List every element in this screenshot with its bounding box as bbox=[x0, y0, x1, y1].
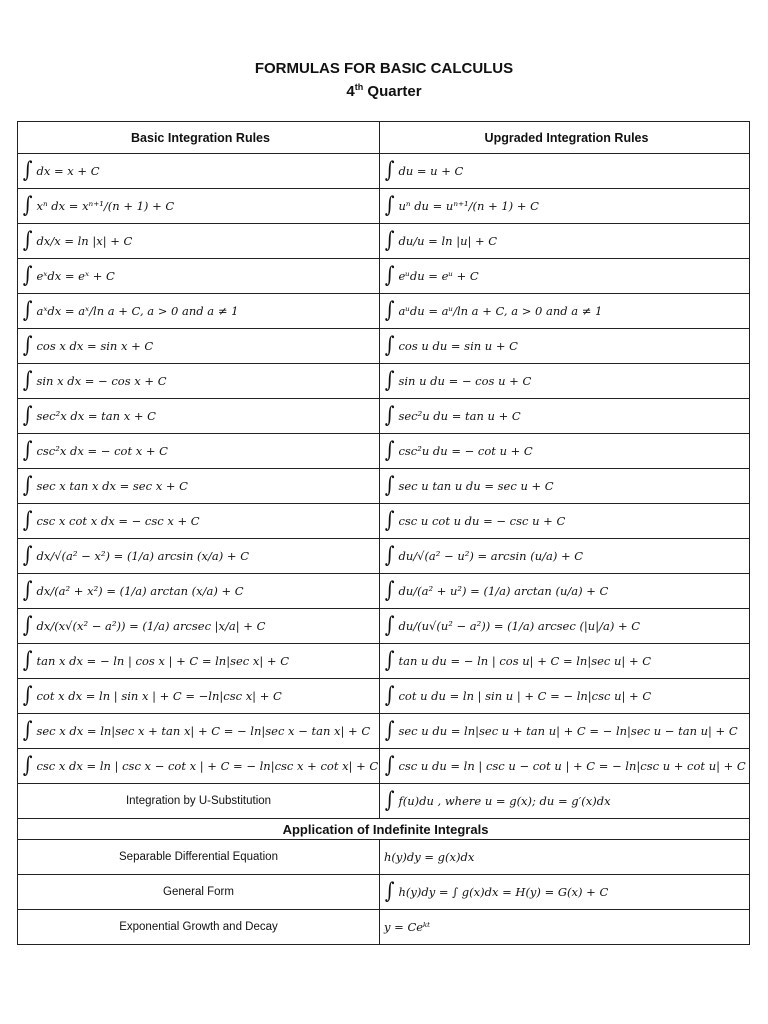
upgraded-formula: du/√(a² − u²) = arcsin (u/a) + C bbox=[398, 549, 584, 563]
integral-sign: ∫ bbox=[384, 718, 395, 743]
integral-sign: ∫ bbox=[22, 228, 33, 253]
integral-sign: ∫ bbox=[384, 473, 395, 498]
basic-formula: aˣdx = aˣ/ln a + C, a > 0 and a ≠ 1 bbox=[36, 304, 239, 318]
section-row bbox=[18, 819, 750, 840]
upgraded-formula: tan u du = − ln | cos u| + C = ln|sec u| + C bbox=[398, 654, 652, 668]
page-subtitle bbox=[0, 82, 768, 100]
basic-formula: csc²x dx = − cot x + C bbox=[36, 444, 168, 458]
section-title: Application of Indefinite Integrals bbox=[18, 819, 750, 840]
formula-row bbox=[18, 259, 750, 294]
u-substitution-formula: f(u)du , where u = g(x); du = g′(x)dx bbox=[398, 794, 611, 808]
integral-sign: ∫ bbox=[384, 158, 395, 183]
integral-sign: ∫ bbox=[384, 333, 395, 358]
formula-row bbox=[18, 224, 750, 259]
upgraded-formula: du/u = ln |u| + C bbox=[398, 234, 498, 248]
upgraded-formula: du/(u√(u² − a²)) = (1/a) arcsec (|u|/a) + C bbox=[398, 619, 641, 633]
upgraded-formula: uⁿ du = uⁿ⁺¹/(n + 1) + C bbox=[398, 199, 539, 213]
integral-sign: ∫ bbox=[22, 753, 33, 778]
upgraded-formula: sec²u du = tan u + C bbox=[398, 409, 521, 423]
quarter-number: 4 bbox=[346, 83, 355, 100]
formula-row bbox=[18, 504, 750, 539]
integral-sign: ∫ bbox=[22, 438, 33, 463]
integral-sign: ∫ bbox=[384, 368, 395, 393]
integral-sign: ∫ bbox=[384, 683, 395, 708]
integral-sign: ∫ bbox=[384, 263, 395, 288]
upgraded-formula: cos u du = sin u + C bbox=[398, 339, 518, 353]
integral-sign: ∫ bbox=[22, 473, 33, 498]
upgraded-formula: csc²u du = − cot u + C bbox=[398, 444, 533, 458]
basic-formula: eˣdx = eˣ + C bbox=[36, 269, 115, 283]
upgraded-formula: sin u du = − cos u + C bbox=[398, 374, 532, 388]
formula-row bbox=[18, 399, 750, 434]
integral-sign: ∫ bbox=[384, 578, 395, 603]
integral-sign: ∫ bbox=[384, 613, 395, 638]
upgraded-formula: cot u du = ln | sin u | + C = − ln|csc u| + C bbox=[398, 689, 652, 703]
integral-sign: ∫ bbox=[22, 613, 33, 638]
integral-sign: ∫ bbox=[22, 298, 33, 323]
integral-sign: ∫ bbox=[384, 403, 395, 428]
integral-sign: ∫ bbox=[22, 648, 33, 673]
application-row bbox=[18, 910, 750, 945]
integral-sign: ∫ bbox=[384, 648, 395, 673]
formula-row bbox=[18, 679, 750, 714]
formula-table bbox=[17, 121, 750, 945]
integral-sign: ∫ bbox=[22, 263, 33, 288]
integral-sign: ∫ bbox=[22, 368, 33, 393]
basic-rules-header: Basic Integration Rules bbox=[18, 122, 380, 154]
basic-formula: dx/(x√(x² − a²)) = (1/a) arcsec |x/a| + C bbox=[36, 619, 266, 633]
integral-sign: ∫ bbox=[22, 508, 33, 533]
integral-sign: ∫ bbox=[384, 508, 395, 533]
application-label: General Form bbox=[18, 875, 380, 910]
upgraded-formula: du/(a² + u²) = (1/a) arctan (u/a) + C bbox=[398, 584, 609, 598]
integral-sign: ∫ bbox=[22, 578, 33, 603]
basic-formula: csc x dx = ln | csc x − cot x | + C = − ln|csc x + cot x| + C bbox=[36, 759, 379, 773]
integral-sign: ∫ bbox=[22, 543, 33, 568]
basic-formula: dx/√(a² − x²) = (1/a) arcsin (x/a) + C bbox=[36, 549, 249, 563]
integral-sign: ∫ bbox=[22, 403, 33, 428]
integral-sign: ∫ bbox=[22, 193, 33, 218]
upgraded-rules-header: Upgraded Integration Rules bbox=[380, 122, 750, 154]
formula-row bbox=[18, 364, 750, 399]
application-row bbox=[18, 840, 750, 875]
formula-row bbox=[18, 469, 750, 504]
formula-row bbox=[18, 154, 750, 189]
basic-formula: csc x cot x dx = − csc x + C bbox=[36, 514, 200, 528]
integral-sign: ∫ bbox=[22, 158, 33, 183]
formula-row bbox=[18, 714, 750, 749]
upgraded-formula: csc u cot u du = − csc u + C bbox=[398, 514, 566, 528]
formula-row bbox=[18, 434, 750, 469]
basic-formula: tan x dx = − ln | cos x | + C = ln|sec x| + C bbox=[36, 654, 290, 668]
formula-row bbox=[18, 329, 750, 364]
integral-sign: ∫ bbox=[384, 788, 395, 813]
integral-sign: ∫ bbox=[384, 753, 395, 778]
integral-sign: ∫ bbox=[384, 228, 395, 253]
application-label: Exponential Growth and Decay bbox=[18, 910, 380, 945]
integral-sign: ∫ bbox=[22, 683, 33, 708]
u-substitution-label: Integration by U-Substitution bbox=[18, 784, 380, 819]
formula-row bbox=[18, 539, 750, 574]
basic-formula: dx = x + C bbox=[36, 164, 100, 178]
formula-row bbox=[18, 294, 750, 329]
upgraded-formula: sec u du = ln|sec u + tan u| + C = − ln|sec u − tan u| + C bbox=[398, 724, 738, 738]
integral-sign: ∫ bbox=[22, 718, 33, 743]
upgraded-formula: aᵘdu = aᵘ/ln a + C, a > 0 and a ≠ 1 bbox=[398, 304, 603, 318]
upgraded-formula: du = u + C bbox=[398, 164, 464, 178]
basic-formula: sec²x dx = tan x + C bbox=[36, 409, 156, 423]
formula-row bbox=[18, 749, 750, 784]
application-formula: y = Ceᵏᵗ bbox=[384, 920, 431, 934]
upgraded-formula: eᵘdu = eᵘ + C bbox=[398, 269, 479, 283]
integral-sign: ∫ bbox=[22, 333, 33, 358]
integral-sign: ∫ bbox=[384, 543, 395, 568]
upgraded-formula: sec u tan u du = sec u + C bbox=[398, 479, 554, 493]
basic-formula: cos x dx = sin x + C bbox=[36, 339, 154, 353]
basic-formula: sin x dx = − cos x + C bbox=[36, 374, 167, 388]
formula-row bbox=[18, 644, 750, 679]
quarter-suffix: th bbox=[354, 82, 364, 92]
upgraded-formula: csc u du = ln | csc u − cot u | + C = − ln|csc u + cot u| + C bbox=[398, 759, 746, 773]
integral-sign: ∫ bbox=[384, 298, 395, 323]
basic-formula: sec x dx = ln|sec x + tan x| + C = − ln|sec x − tan x| + C bbox=[36, 724, 371, 738]
basic-formula: xⁿ dx = xⁿ⁺¹/(n + 1) + C bbox=[36, 199, 175, 213]
application-row bbox=[18, 875, 750, 910]
u-substitution-row bbox=[18, 784, 750, 819]
integral-sign: ∫ bbox=[384, 193, 395, 218]
integral-sign: ∫ bbox=[384, 879, 395, 904]
application-label: Separable Differential Equation bbox=[18, 840, 380, 875]
application-formula: h(y)dy = g(x)dx bbox=[384, 850, 475, 864]
page-title: FORMULAS FOR BASIC CALCULUS bbox=[254, 60, 514, 77]
basic-formula: dx/x = ln |x| + C bbox=[36, 234, 133, 248]
basic-formula: cot x dx = ln | sin x | + C = −ln|csc x| + C bbox=[36, 689, 282, 703]
application-formula: h(y)dy = ∫ g(x)dx = H(y) = G(x) + C bbox=[398, 885, 609, 899]
quarter-word: Quarter bbox=[367, 83, 422, 100]
table-header-row bbox=[18, 122, 750, 154]
integral-sign: ∫ bbox=[384, 438, 395, 463]
formula-row bbox=[18, 574, 750, 609]
basic-formula: sec x tan x dx = sec x + C bbox=[36, 479, 188, 493]
formula-row bbox=[18, 609, 750, 644]
formula-row bbox=[18, 189, 750, 224]
basic-formula: dx/(a² + x²) = (1/a) arctan (x/a) + C bbox=[36, 584, 244, 598]
